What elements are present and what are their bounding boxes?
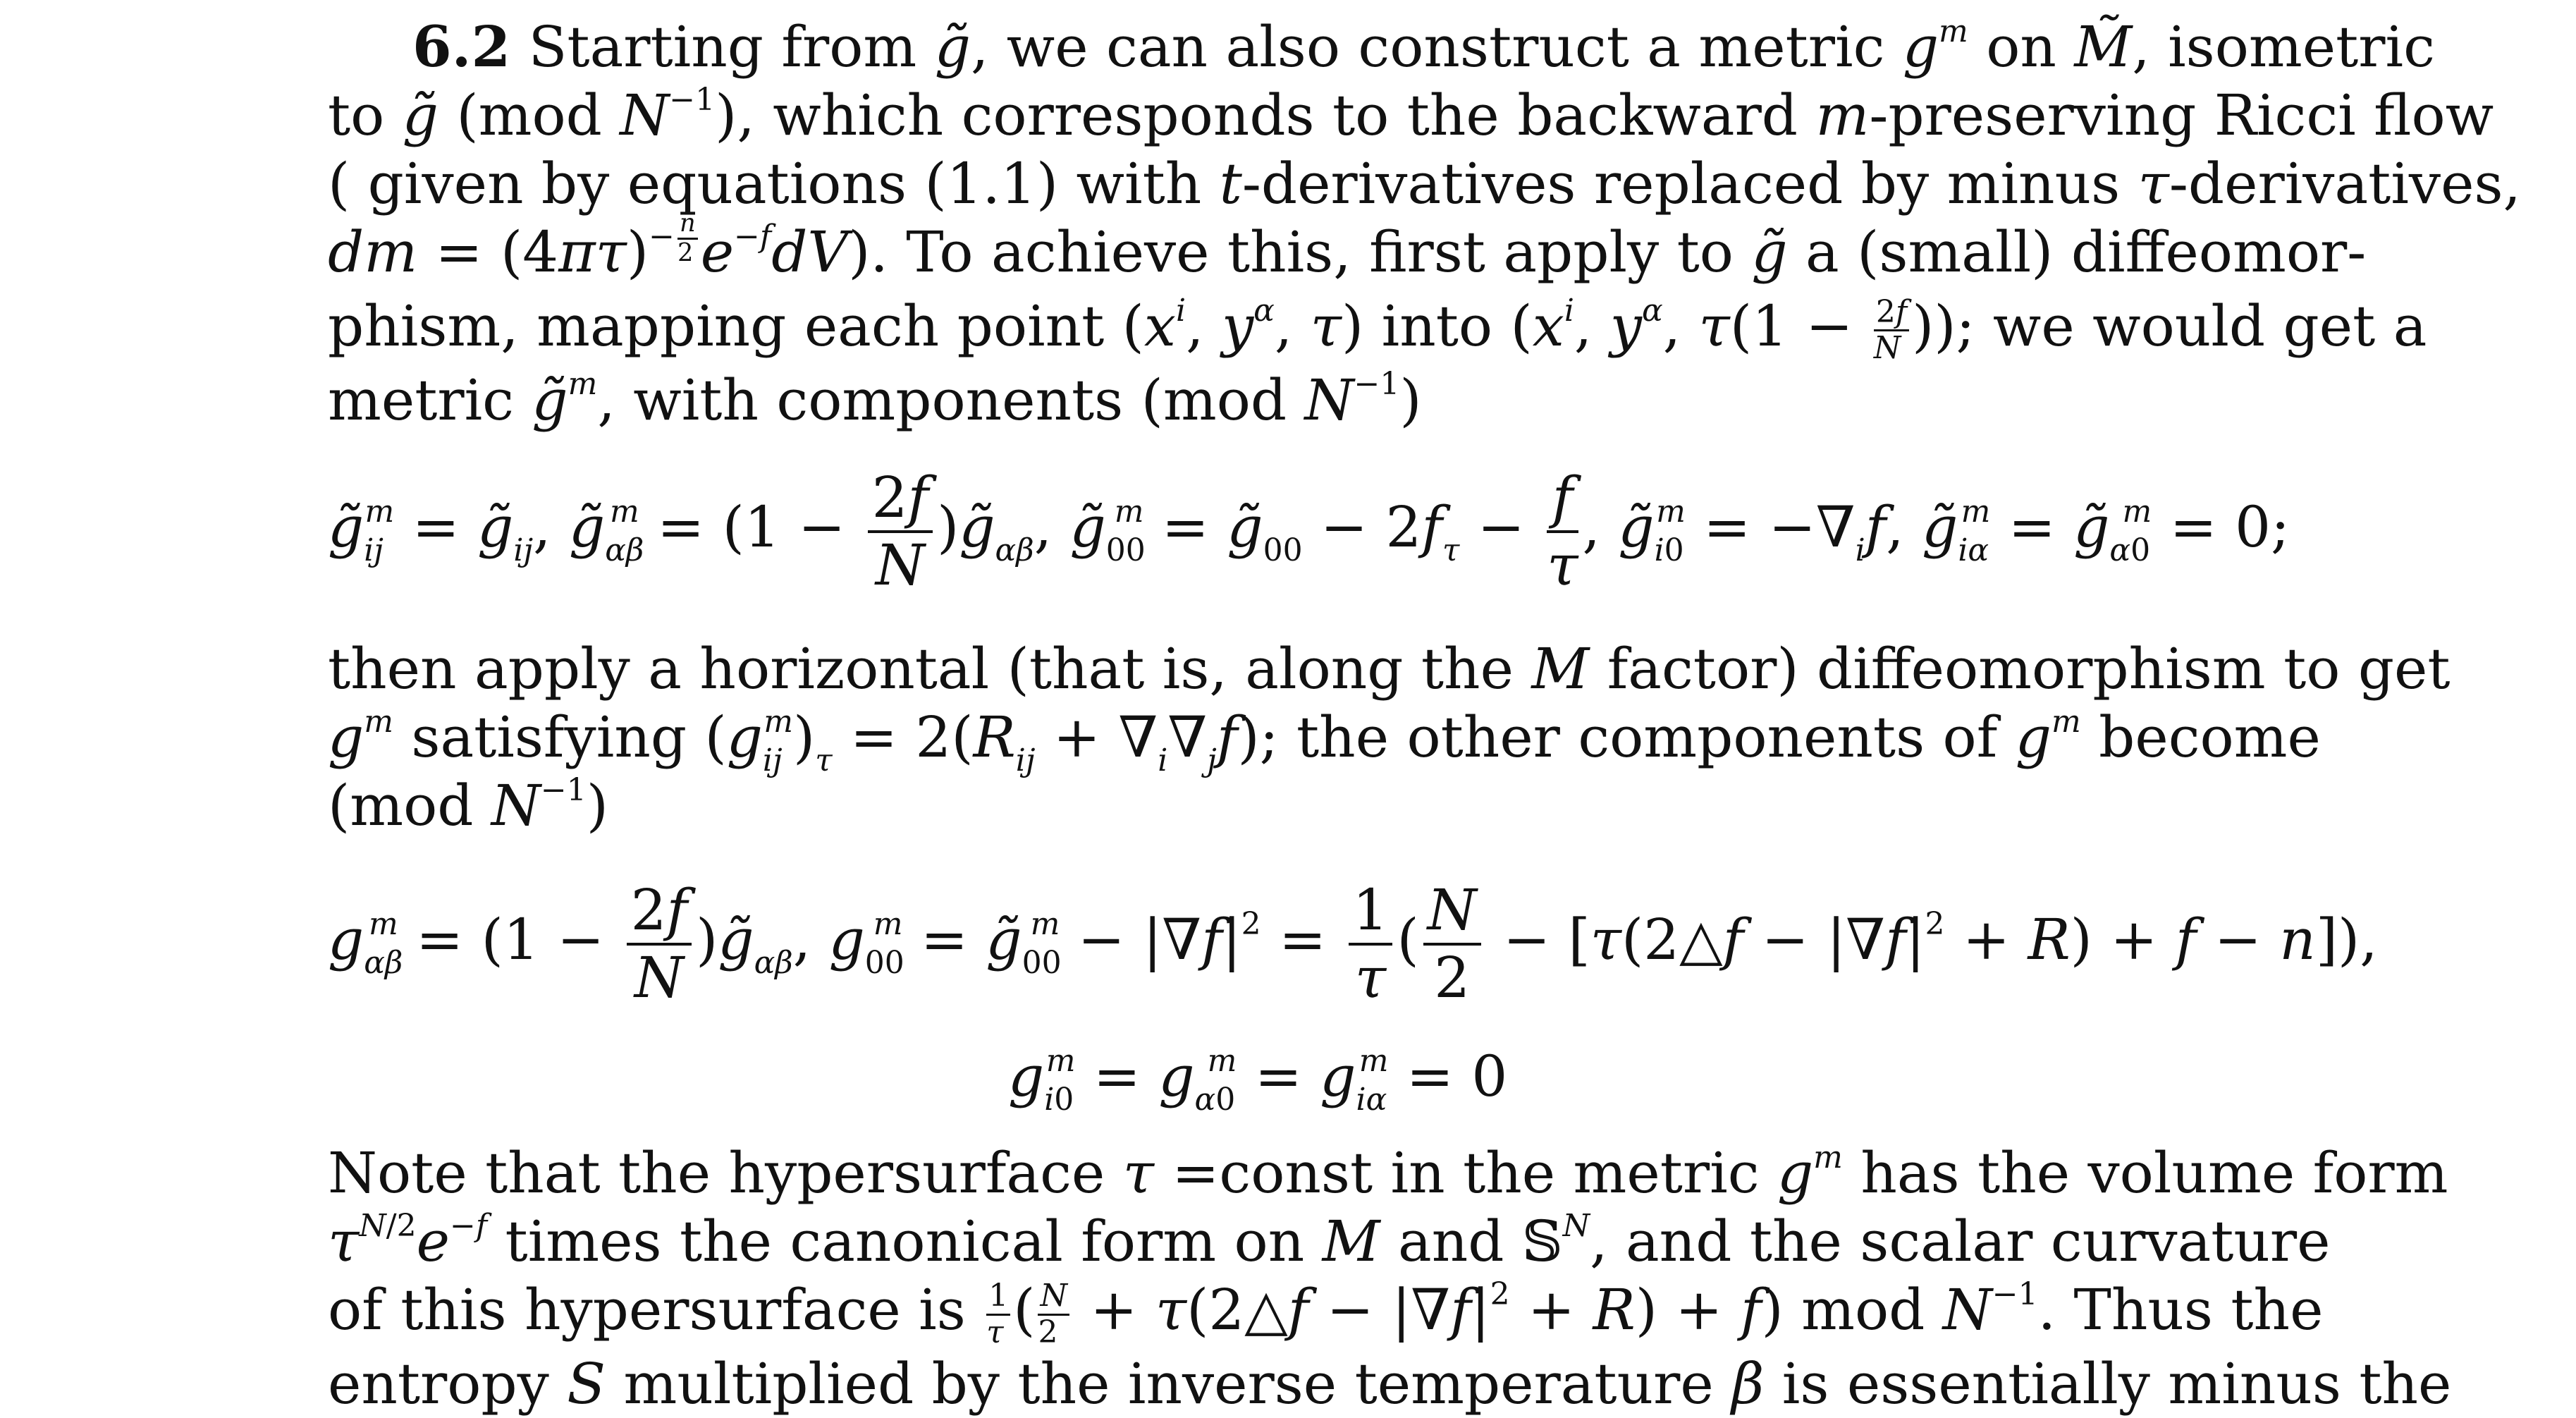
intro-line-1: 6.2 Starting from g̃, we can also construct a metric $g^m$ on M̃, isometric	[412, 13, 2435, 80]
middle-line-2: $g^m$ satisfying $(g_{ij}^m)_\tau = 2(R_{ij} + \nabla_i\nabla_jf)$; the other components of $g^m$ become	[328, 703, 2321, 778]
intro-line-2: to g̃ (mod $N^{-1}$), which corresponds to the backward m-preserving Ricci flow	[328, 81, 2494, 148]
equation-1: $g̃_{ij}^m$ = $g̃_{ij}$, $g̃_{\alpha\beta}^m = (1$ − $\frac{2f}{N}$ )$g̃_{\alpha\beta}$, $g̃_{00}^m$ = $g̃_{00} - 2f_\tau$ − $\frac{f}{\tau}$ , $g̃_{i0}^m = -\nabla_if$, $g̃_{i\alpha}^m$ = $g̃_{\alpha 0}^m = 0$;	[328, 465, 2290, 598]
closing-paragraph	[328, 1139, 2452, 1418]
middle-paragraph	[328, 635, 2451, 840]
closing-line-2: $\tau^{N/2}e^{-f}$ times the canonical form on M and 𝕊$^N$, and the scalar curvature	[328, 1207, 2331, 1274]
closing-line-4: entropy S multiplied by the inverse temperature β is essentially minus the	[328, 1350, 2452, 1417]
middle-line-1: then apply a horizontal (that is, along the M factor) diffeomorphism to get	[328, 636, 2451, 702]
equation-2: $g_{\alpha\beta}^m = (1$ − $\frac{2f}{N}$ )$g̃_{\alpha\beta}$, $g_{00}^m$ = $g̃_{00}^m - |\nabla f|^2$ = $\frac{1}{\tau}$ ( $\frac{N}{2}$ − [τ(2△f − $|\nabla f|^2 + R) + f - n$]),	[328, 877, 2378, 1010]
equation-3: $g_{i0}^m = g_{\alpha 0}^m = g_{i\alpha}^m = 0$	[1008, 1042, 1508, 1118]
intro-paragraph	[328, 13, 2521, 434]
intro-line-3: ( given by equations (1.1) with t-derivatives replaced by minus τ-derivatives,	[328, 151, 2521, 216]
closing-line-1: Note that the hypersurface τ =const in the metric $g^m$ has the volume form	[328, 1139, 2448, 1206]
closing-line-3: of this hypersurface is $\frac{1}{\tau}$ ( $\frac{N}{2}$ + τ(2△f − $|\nabla f|^2 + R) + f$) mod $N^{-1}$. Thus the	[328, 1276, 2324, 1350]
intro-line-4: dm = $(4\pi\tau)^{- \frac{n}{2}}$ $e^{-f}dV$). To achieve this, first apply to g̃ a (small) diffeomor-	[328, 209, 2367, 285]
middle-line-3: (mod $N^{-1}$)	[328, 771, 608, 838]
intro-line-6: metric g̃$^m$, with components (mod $N^{-1}$)	[328, 366, 1422, 433]
intro-line-5: phism, mapping each point ($x^i$, $y^\alpha$, τ) into ($x^i$, $y^\alpha$, τ(1 − $\frac{2f}{N}$ )); we would get a	[328, 292, 2427, 367]
section-number: 6.2	[412, 13, 511, 80]
